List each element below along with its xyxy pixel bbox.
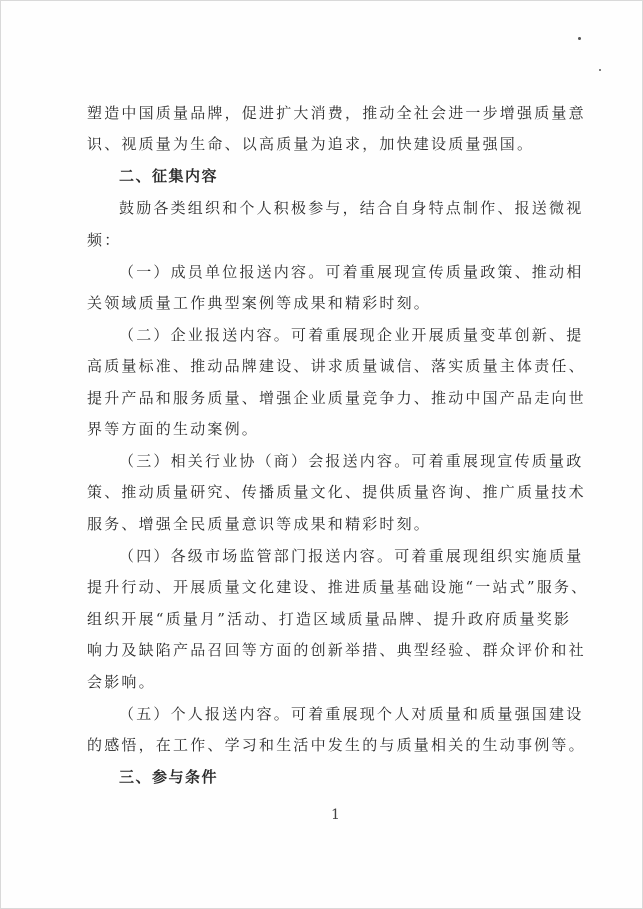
body-text-line: （二）企业报送内容。可着重展现企业开展质量变革创新、提	[119, 326, 584, 344]
body-text-line: 界等方面的生动案例。	[87, 420, 260, 438]
body-text-line: 频：	[87, 231, 122, 249]
body-text-line: 塑造中国质量品牌，促进扩大消费，推动全社会进一步增强质量意	[87, 104, 586, 122]
body-text-line: 识、视质量为生命、以高质量为追求，加快建设质量强国。	[87, 135, 535, 153]
body-text-line: 提升产品和服务质量、增强企业质量竞争力、推动中国产品走向世	[87, 389, 586, 407]
body-text-line: 的感悟，在工作、学习和生活中发生的与质量相关的生动事例等。	[87, 736, 586, 754]
body-text-line: （五）个人报送内容。可着重展现个人对质量和质量强国建设	[119, 705, 584, 723]
scan-speck	[599, 69, 601, 71]
body-text-line: 提升行动、开展质量文化建设、推进质量基础设施“一站式”服务、	[87, 578, 589, 596]
body-text-line: 鼓励各类组织和个人积极参与，结合自身特点制作、报送微视	[119, 199, 584, 217]
body-text-line: 组织开展“质量月”活动、打造区域质量品牌、提升政府质量奖影	[87, 610, 572, 628]
page-number: 1	[331, 807, 340, 823]
body-text-line: （一）成员单位报送内容。可着重展现宣传质量政策、推动相	[119, 263, 584, 281]
body-text-line: （三）相关行业协（商）会报送内容。可着重展现宣传质量政	[119, 452, 584, 470]
body-text-line: 会影响。	[87, 673, 156, 691]
section-heading-participation-conditions: 三、参与条件	[119, 768, 219, 786]
body-text-line: 关领域质量工作典型案例等成果和精彩时刻。	[87, 294, 432, 312]
body-text-line: 策、推动质量研究、传播质量文化、提供质量咨询、推广质量技术	[87, 483, 586, 501]
body-text-line: 响力及缺陷产品召回等方面的创新举措、典型经验、群众评价和社	[87, 641, 586, 659]
body-text-line: 服务、增强全民质量意识等成果和精彩时刻。	[87, 515, 432, 533]
scan-speck	[578, 37, 581, 40]
section-heading-collection-content: 二、征集内容	[119, 167, 219, 185]
body-text-line: （四）各级市场监管部门报送内容。可着重展现组织实施质量	[119, 547, 584, 565]
body-text-line: 高质量标准、推动品牌建设、讲求质量诚信、落实质量主体责任、	[87, 357, 586, 375]
